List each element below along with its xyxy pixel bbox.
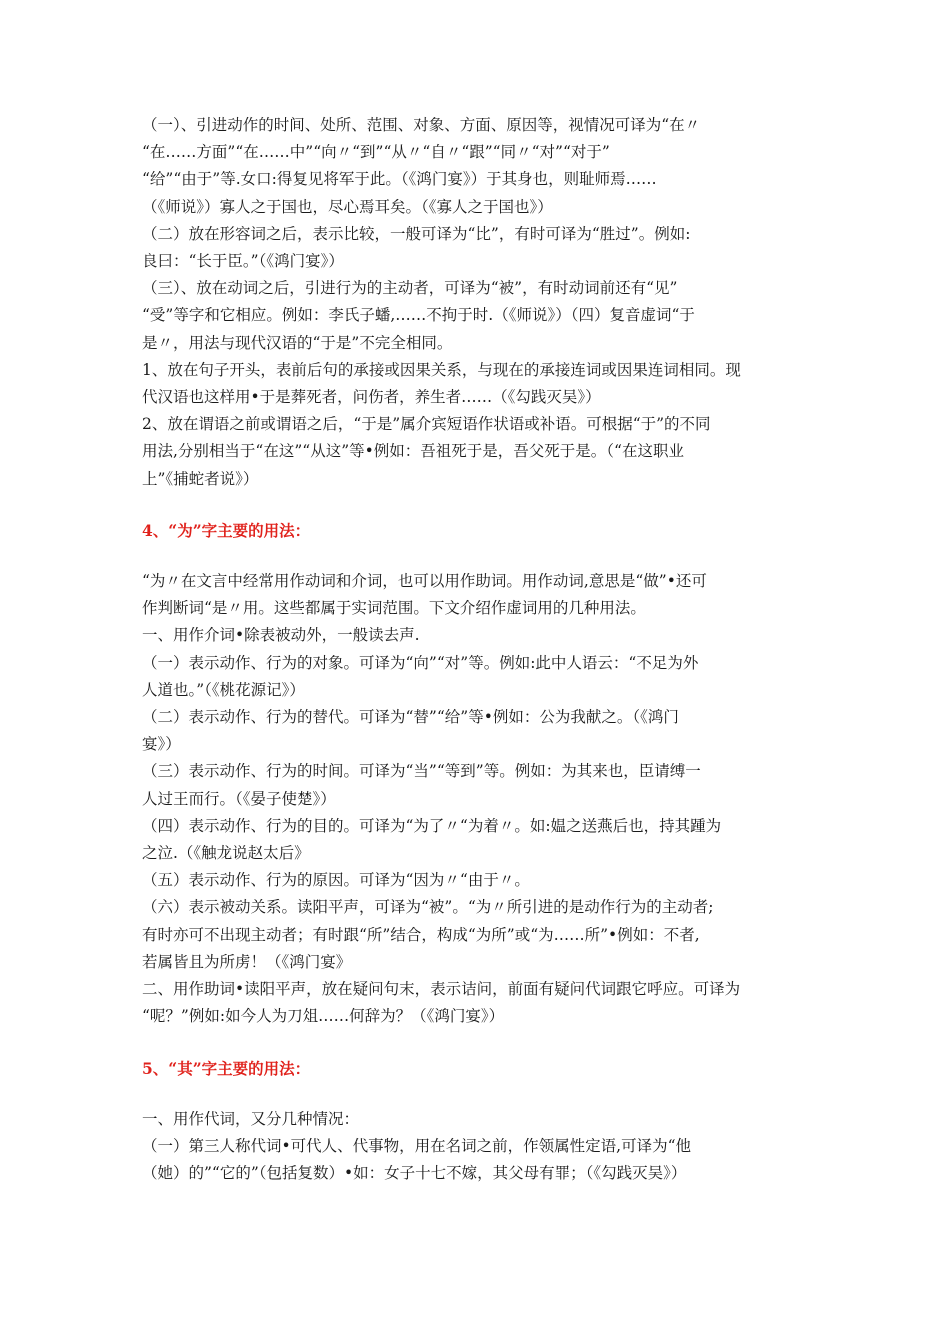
text-line: “受”等字和它相应。例如：李氏子蟠,……不拘于时.（《师说》）（四）复音虚词“于 <box>142 306 695 325</box>
text-line: （三）表示动作、行为的时间。可译为“当”“等到”等。例如：为其来也，臣请缚一 <box>142 762 701 781</box>
text-line: 宴》） <box>142 735 181 754</box>
text-line: 代汉语也这样用•于是葬死者，问伤者，养生者……（《勾践灭吴》） <box>142 388 601 407</box>
text-line: “为〃在文言中经常用作动词和介词，也可以用作助词。用作动词,意思是“做”•还可 <box>142 572 707 591</box>
text-line: 用法,分别相当于“在这”“从这”等•例如：吾祖死于是，吾父死于是。（“在这职业 <box>142 442 684 461</box>
text-line: 2、放在谓语之前或谓语之后，“于是”属介宾短语作状语或补语。可根据“于”的不同 <box>142 415 711 434</box>
section-qi-paragraphs <box>142 1106 822 1188</box>
text-line: 1、放在句子开头，表前后句的承接或因果关系，与现在的承接连词或因果连词相同。现 <box>142 360 741 379</box>
text-line: 人过王而行。（《晏子使楚》） <box>142 789 336 808</box>
text-line: 人道也。”（《桃花源记》） <box>142 680 305 699</box>
text-line: 一、用作介词•除表被动外，一般读去声. <box>142 626 420 645</box>
text-line: 之泣.（《触龙说赵太后》 <box>142 844 310 863</box>
section-heading-wei: 4、“为”字主要的用法： <box>142 520 311 540</box>
text-line: “给”“由于”等.女口:得复见将军于此。（《鸿门宴》）于其身也，则耻师焉…… <box>142 170 657 189</box>
section-yu-paragraphs <box>142 112 822 493</box>
text-line: “呢？”例如:如今人为刀俎……何辞为？（《鸿门宴》） <box>142 1007 505 1026</box>
text-line: “在……方面”“在……中”“向〃“到”“从〃“自〃“跟”“同〃“对”“对于” <box>142 143 610 162</box>
text-line: （二）表示动作、行为的替代。可译为“替”“给”等•例如：公为我献之。（《鸿门 <box>142 708 679 727</box>
text-line: （她）的”“它的”（包括复数）•如：女子十七不嫁，其父母有罪；（《勾践灭吴》） <box>142 1164 687 1183</box>
text-line: （一）、引进动作的时间、处所、范围、对象、方面、原因等，视情况可译为“在〃 <box>142 116 701 134</box>
text-line: 作判断词“是〃用。这些都属于实词范围。下文介绍作虚词用的几种用法。 <box>142 599 646 618</box>
text-line: 上”《捕蛇者说》） <box>142 469 259 488</box>
section-heading-qi: 5、“其”字主要的用法： <box>142 1058 311 1078</box>
text-line: 有时亦可不出现主动者；有时跟“所”结合，构成“为所”或“为……所”•例如：不者, <box>142 925 700 944</box>
document-page <box>142 112 822 1187</box>
text-line: 良曰：“长于臣。”（《鸿门宴》） <box>142 252 344 271</box>
text-line: （三）、放在动词之后，引进行为的主动者，可译为“被”，有时动词前还有“见” <box>142 279 678 298</box>
text-line: （一）表示动作、行为的对象。可译为“向”“对”等。例如:此中人语云：“不足为外 <box>142 653 699 672</box>
text-line: （五）表示动作、行为的原因。可译为“因为〃“由于〃。 <box>142 871 530 890</box>
text-line: 二、用作助词•读阳平声，放在疑问句末，表示诘问，前面有疑问代词跟它呼应。可译为 <box>142 980 741 999</box>
text-line: 一、用作代词，又分几种情况： <box>142 1109 360 1128</box>
text-line: （《师说》）寡人之于国也，尽心焉耳矣。（《寡人之于国也》） <box>142 197 553 216</box>
text-line: （二）放在形容词之后，表示比较，一般可译为“比”，有时可译为“胜过”。例如: <box>142 224 691 243</box>
text-line: 若属皆且为所虏！（《鸿门宴》 <box>142 952 352 971</box>
text-line: 是〃，用法与现代汉语的“于是”不完全相同。 <box>142 333 453 352</box>
text-line: （四）表示动作、行为的目的。可译为“为了〃“为着〃。如:媪之送燕后也，持其踵为 <box>142 816 722 835</box>
text-line: （六）表示被动关系。读阳平声，可译为“被”。“为〃所引进的是动作行为的主动者; <box>142 898 714 917</box>
text-line: （一）第三人称代词•可代人、代事物，用在名词之前，作领属性定语,可译为“他 <box>142 1136 691 1155</box>
section-wei-paragraphs <box>142 568 822 1030</box>
